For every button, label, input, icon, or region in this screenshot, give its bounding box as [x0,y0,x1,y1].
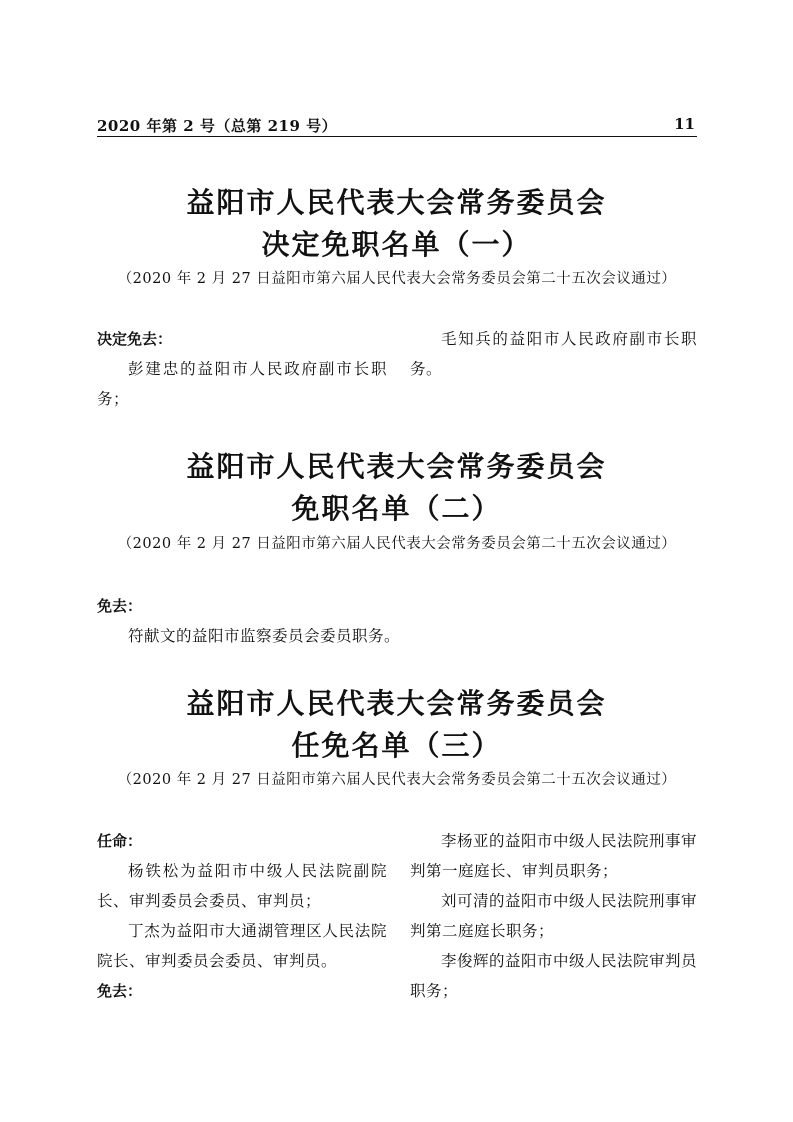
section-3-remove-item: 李杨亚的益阳市中级人民法院刑事审判第一庭庭长、审判员职务； [410,832,698,880]
section-1-label: 决定免去： [97,330,173,348]
section-1-right-item: 毛知兵的益阳市人民政府副市长职务。 [410,330,697,378]
section-3-right-column [410,826,697,1006]
section-3-appoint-item: 丁杰为益阳市大通湖管理区人民法院院长、审判委员会委员、审判员。 [97,922,387,970]
section-3-appoint-item: 杨铁松为益阳市中级人民法院副院长、审判委员会委员、审判员； [97,862,387,910]
issue-number: 2020 年第 2 号（总第 219 号） [97,117,338,135]
section-1-left-column [97,324,387,414]
section-3-remove-item: 李俊辉的益阳市中级人民法院审判员职务； [410,952,698,1000]
section-3-note: （2020 年 2 月 27 日益阳市第六届人民代表大会常务委员会第二十五次会议通过） [117,772,677,788]
section-3-title-line2: 任免名单（三） [291,729,502,762]
section-3-remove-label: 免去： [97,982,143,1000]
section-3-appoint-label: 任命： [97,832,143,850]
section-2-body [97,591,697,651]
section-2-item: 符献文的益阳市监察委员会委员职务。 [128,627,401,645]
section-2-label: 免去： [97,597,143,615]
section-3-left-column [97,826,387,1006]
section-1-left-item: 彭建忠的益阳市人民政府副市长职务； [97,360,387,408]
section-1-note: （2020 年 2 月 27 日益阳市第六届人民代表大会常务委员会第二十五次会议通过） [117,271,677,287]
header-divider [97,136,697,137]
section-2-note: （2020 年 2 月 27 日益阳市第六届人民代表大会常务委员会第二十五次会议通过） [117,536,677,552]
section-1-right-column [410,324,697,384]
page-number: 11 [674,115,695,133]
section-2-title-line2: 免职名单（二） [291,492,502,525]
section-3-title-line1: 益阳市人民代表大会常务委员会 [186,687,607,720]
section-1-title-line1: 益阳市人民代表大会常务委员会 [186,186,607,219]
section-2-title-line1: 益阳市人民代表大会常务委员会 [186,450,607,483]
section-3-remove-item: 刘可清的益阳市中级人民法院刑事审判第二庭庭长职务； [410,892,698,940]
section-1-title-line2: 决定免职名单（一） [261,228,532,261]
